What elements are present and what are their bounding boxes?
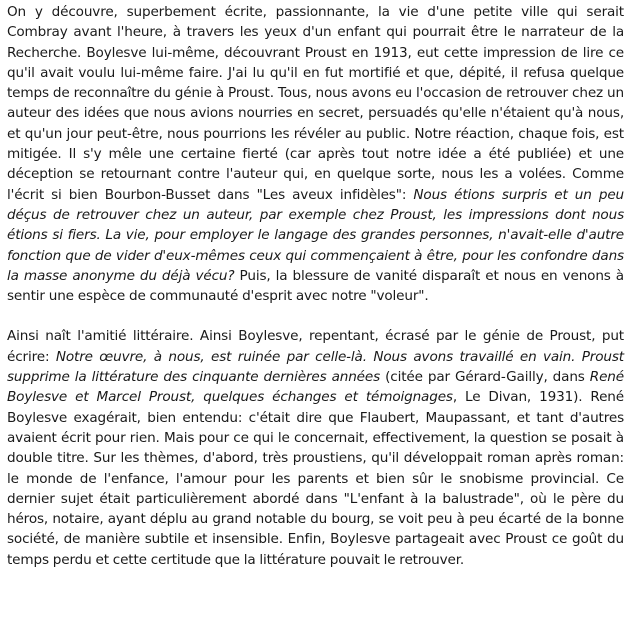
citation-text: (citée par Gérard-Gailly, dans (380, 369, 590, 386)
book-title: René Boylesve et Marcel Proust, quelques échanges et témoignages (7, 369, 624, 406)
paragraph-1-text-end: Puis, la blessure de vanité disparaît et nous en venons à sentir une espèce de communauté d'esprit avec notre "voleur". (7, 267, 624, 305)
article-body (7, 2, 624, 570)
paragraph-2-text: Ainsi naît l'amitié littéraire. Ainsi Boylesve, repentant, écrasé par le génie de Proust, put écrire: (7, 328, 624, 365)
paragraph-2-text-end: , Le Divan, 1931). René Boylesve exagérait, bien entendu: c'était dire que Flaubert, Maupassant, et tant d'autres avaient écrit pour rien. Mais pour ce qui le concernait, effectivement, la question se posait à double titre. Sur les thèmes, d'abord, très proustiens, qu'il développait roman après roman: le monde de l'enfance, l'amour pour les parents et bien sûr le snobisme provincial. Ce dernier sujet était particulièrement abordé dans "L'enfant à la balustrade", où le père du héros, notaire, ayant déplu au grand notable du bourg, se voit peu à peu écarté de la bonne société, de manière subtile et insensible. Enfin, Boylesve partageait avec Proust ce goût du temps perdu et cette certitude que la littérature pouvait le retrouver. (7, 389, 624, 568)
paragraph-2 (7, 326, 624, 570)
boylesve-quote: Notre œuvre, à nous, est ruinée par celle-là. Nous avons travaillé en vain. Proust supprime la littérature des cinquante dernières années (7, 348, 624, 386)
paragraph-1-text: On y découvre, superbement écrite, passionnante, la vie d'une petite ville qui serait Combray avant l'heure, à travers les yeux d'un enfant qui pourrait être le narrateur de la Recherche. Boylesve lui-même, découvrant Proust en 1913, eut cette impression de lire ce qu'il avait voulu lui-même faire. J'ai lu qu'il en fut mortifié et que, dépité, il refusa quelque temps de reconnaître du génie à Proust. Tous, nous avons eu l'occasion de retrouver chez un auteur des idées que nous avions nourries en secret, persuadés qu'elle n'étaient qu'à nous, et qu'un jour peut-être, nous pourrions les révéler au public. Notre réaction, chaque fois, est mitigée. Il s'y mêle une certaine fierté (car après tout notre idée a été publiée) et une déception se retournant contre l'auteur qui, en quelque sorte, nous les a volées. Comme l'écrit si bien Bourbon-Busset dans "Les aveux infidèles": (7, 4, 624, 203)
bourbon-busset-quote: Nous étions surpris et un peu déçus de retrouver chez un auteur, par exemple chez Proust, les impressions dont nous étions si fiers. La vie, pour employer le langage des grandes personnes, n'avait-elle d'autre fonction que de vider d'eux-mêmes ceux qui commençaient à être, pour les confondre dans la masse anonyme du déjà vécu? (7, 186, 624, 284)
paragraph-1 (7, 2, 624, 306)
